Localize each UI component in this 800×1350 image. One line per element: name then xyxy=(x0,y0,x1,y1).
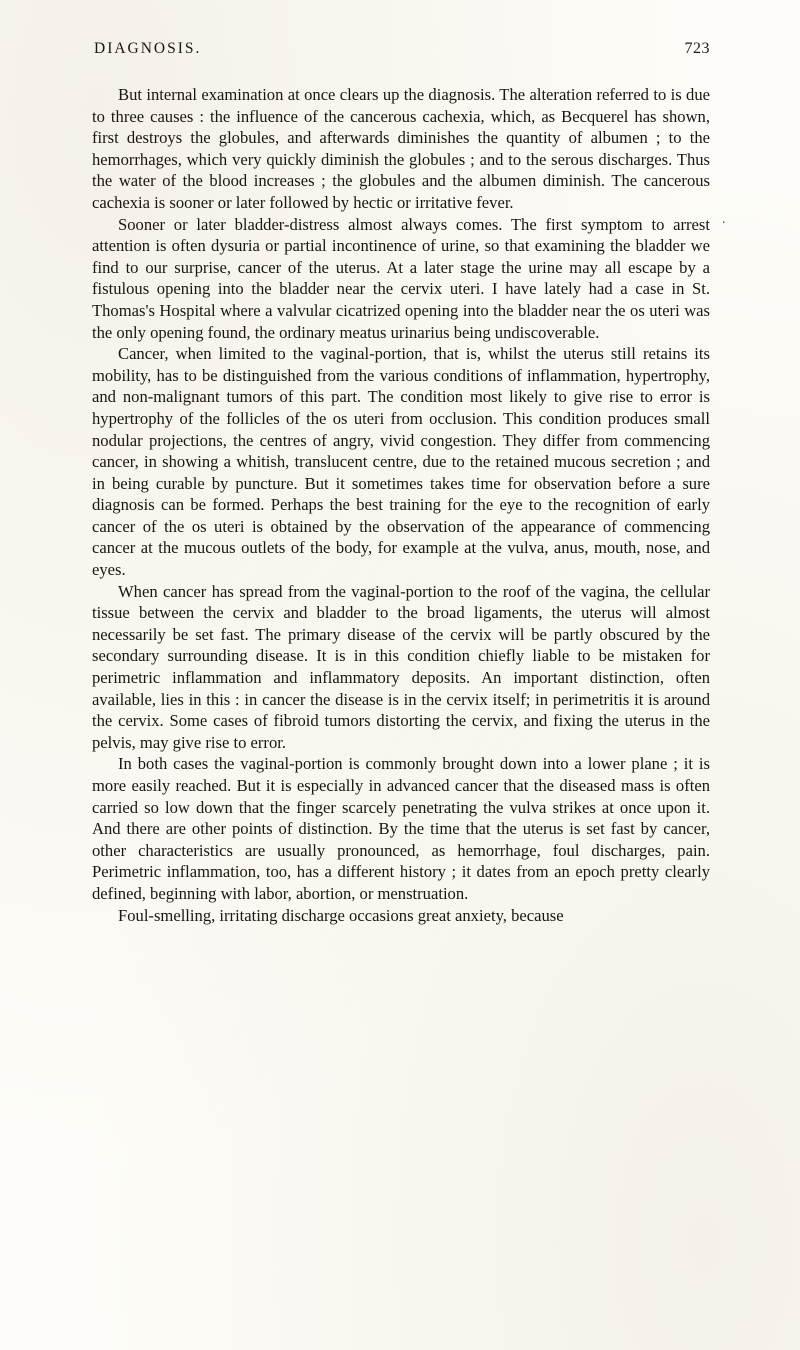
paragraph: Foul-smelling, irritating discharge occasions great anxiety, because xyxy=(118,905,564,925)
page-number: 723 xyxy=(684,40,710,57)
paragraph: Sooner or later bladder-distress almost always comes. The first symptom to arrest attention is often dysuria or partial incontinence of urine, so that examining the bladder we find to our surprise, cancer of the uterus. At a later stage the urine may all escape by a fistulous opening into the bladder near the cervix uteri. I have lately had a case in St. Thomas's Hospital where a valvular cicatrized opening into the bladder near the os uteri was the only opening found, the ordinary meatus urinarius being undiscoverable. xyxy=(92,214,710,342)
page-content xyxy=(92,40,726,926)
running-head-title: DIAGNOSIS. xyxy=(94,40,202,57)
paragraph: Cancer, when limited to the vaginal-portion, that is, whilst the uterus still retains its mobility, has to be distinguished from the various conditions of inflammation, hypertrophy, and non-malignant tumors of this part. The condition most likely to give rise to error is hypertrophy of the follicles of the os uteri from occlusion. This condition produces small nodular projections, the centres of angry, vivid congestion. They differ from commencing cancer, in showing a whitish, translucent centre, due to the retained mucous secretion ; and in being curable by puncture. But it sometimes takes time for observation before a sure diagnosis can be formed. Perhaps the best training for the eye to the recognition of early cancer of the os uteri is obtained by the observation of the appearance of commencing cancer at the mucous outlets of the body, for example at the vulva, anus, mouth, nose, and eyes. xyxy=(92,344,710,580)
paragraph: In both cases the vaginal-portion is commonly brought down into a lower plane ; it is more easily reached. But it is especially in advanced cancer that the diseased mass is often carried so low down that the finger scarcely penetrating the vulva strikes at once upon it. And there are other points of distinction. By the time that the uterus is set fast by cancer, other characteristics are usually pronounced, as hemorrhage, foul discharges, pain. Perimetric inflammation, too, has a different history ; it dates from an epoch pretty clearly defined, beginning with labor, abortion, or menstruation. xyxy=(92,754,710,903)
paragraph: When cancer has spread from the vaginal-portion to the roof of the vagina, the cellular tissue between the cervix and bladder to the broad ligaments, the uterus will almost necessarily be set fast. The primary disease of the cervix will be partly obscured by the secondary surrounding disease. It is in this condition chiefly liable to be mistaken for perimetric inflammation and inflammatory deposits. An important distinction, often available, lies in this : in cancer the disease is in the cervix itself; in perimetritis it is around the cervix. Some cases of fibroid tumors distorting the cervix, and fixing the uterus in the pelvis, may give rise to error. xyxy=(92,581,710,752)
margin-mark: · xyxy=(721,216,726,231)
running-head xyxy=(92,40,710,58)
paragraph: But internal examination at once clears up the diagnosis. The alteration referred to is due to three causes : the influence of the cancerous cachexia, which, as Becquerel has shown, first destroys the globules, and afterwards diminishes the quantity of albumen ; to the hemorrhages, which very quickly diminish the globules ; and to the serous discharges. Thus the water of the blood increases ; the globules and the albumen diminish. The cancerous cachexia is sooner or later followed by hectic or irritative fever. xyxy=(92,85,710,212)
